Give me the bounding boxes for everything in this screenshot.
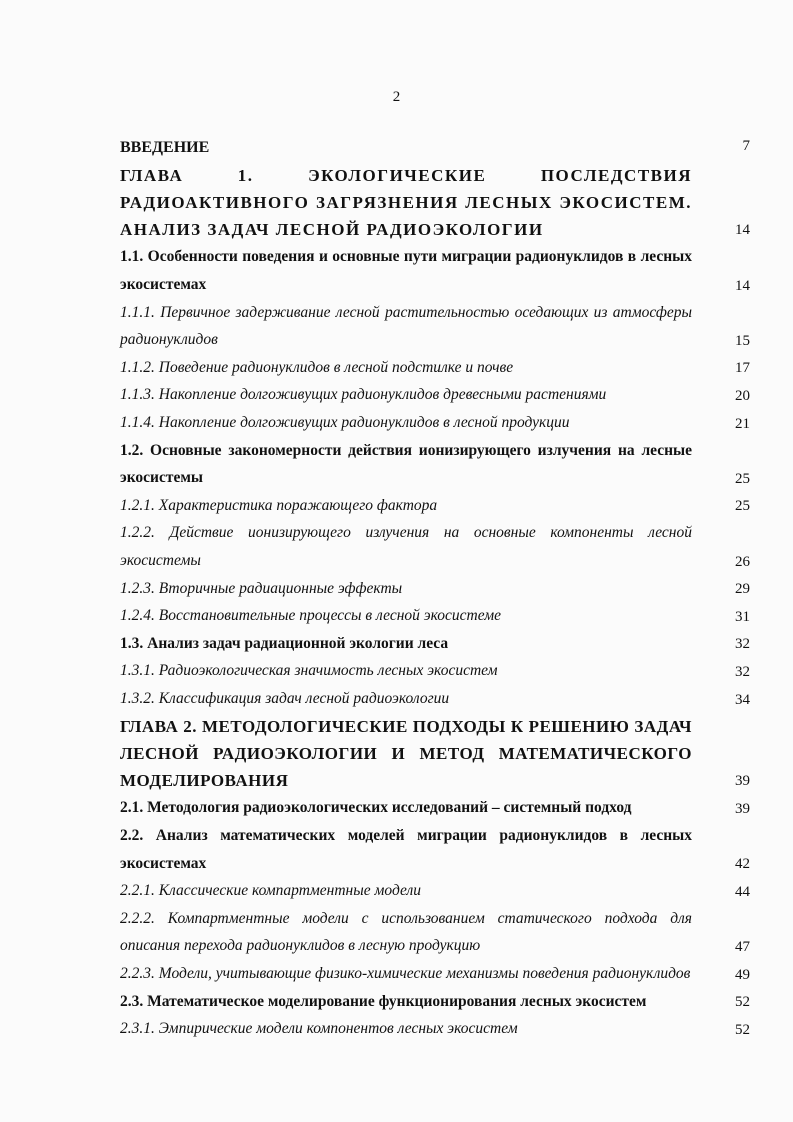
toc-entry-page: 39 [735,801,750,818]
toc-entry-title: 1.1.3. Накопление долгоживущих радионуклидов древесными растениями [120,386,607,404]
toc-entry-page: 44 [735,883,750,900]
toc-entry [120,437,750,492]
toc-entry-title: ГЛАВА 2. МЕТОДОЛОГИЧЕСКИЕ ПОДХОДЫ К РЕШЕНИЮ ЗАДАЧ ЛЕСНОЙ РАДИОЭКОЛОГИИ И МЕТОД МАТЕМАТИЧЕСКОГО МОДЕЛИРОВАНИЯ [120,716,692,791]
toc-entry [120,409,750,437]
toc-entry [120,381,750,409]
toc-entry-title: ГЛАВА 1. ЭКОЛОГИЧЕСКИЕ ПОСЛЕДСТВИЯ РАДИОАКТИВНОГО ЗАГРЯЗНЕНИЯ ЛЕСНЫХ ЭКОСИСТЕМ. АНАЛИЗ ЗАДАЧ ЛЕСНОЙ РАДИОЭКОЛОГИИ [120,165,692,240]
toc-entry [120,877,750,905]
toc-entry-title: 2.2.1. Классические компартментные модели [120,882,421,900]
toc-entry [120,575,750,603]
toc-entry [120,519,750,574]
toc-entry-title: 2.3. Математическое моделирование функционирования лесных экосистем [120,992,647,1010]
toc-entry [120,134,750,162]
toc-entry-title: 1.1.1. Первичное задерживание лесной растительностью оседающих из атмосферы радионуклидов [120,303,692,349]
toc-entry-title: 2.1. Методология радиоэкологических исследований – системный подход [120,799,632,817]
toc-entry-title: 1.2. Основные закономерности действия ионизирующего излучения на лесные экосистемы [120,441,692,487]
toc-entry-title: 1.1.2. Поведение радионуклидов в лесной подстилке и почве [120,358,514,376]
toc-entry-title: 2.2.2. Компартментные модели с использованием статического подхода для описания перехода радионуклидов в лесную продукцию [120,909,692,955]
toc-entry-page: 39 [735,773,750,790]
toc-entry-title: 1.2.2. Действие ионизирующего излучения на основные компоненты лесной экосистемы [120,524,692,570]
toc-entry [120,960,750,988]
toc-entry-title: ВВЕДЕНИЕ [120,139,210,156]
toc-entry [120,794,750,822]
toc-entry [120,162,750,244]
toc-entry-title: 1.2.1. Характеристика поражающего фактора [120,496,438,514]
toc-entry-title: 1.2.3. Вторичные радиационные эффекты [120,579,403,597]
toc-entry-page: 17 [735,360,750,377]
toc-entry-page: 25 [735,470,750,487]
toc-entry-page: 15 [735,332,750,349]
toc-entry-page: 42 [735,856,750,873]
toc-entry-title: 1.2.4. Восстановительные процессы в лесной экосистеме [120,607,501,625]
toc-entry-title: 1.3.2. Классификация задач лесной радиоэкологии [120,689,450,707]
toc-entry [120,657,750,685]
toc-entry-title: 1.1.4. Накопление долгоживущих радионуклидов в лесной продукции [120,414,570,432]
toc-entry-page: 14 [735,222,750,239]
toc-entry-page: 31 [735,608,750,625]
toc-entry [120,354,750,382]
toc-entry-page: 29 [735,581,750,598]
toc-entry-page: 52 [735,994,750,1011]
toc-entry-page: 26 [735,553,750,570]
toc-entry-title: 2.3.1. Эмпирические модели компонентов лесных экосистем [120,1020,518,1038]
toc-entry-page: 32 [735,636,750,653]
toc-entry [120,988,750,1016]
toc-entry-page: 20 [735,388,750,405]
toc-entry-page: 32 [735,663,750,680]
toc-entry [120,630,750,658]
toc-entry-title: 1.3.1. Радиоэкологическая значимость лесных экосистем [120,662,498,680]
toc-entry-page: 25 [735,498,750,515]
toc-entry [120,713,750,795]
toc-entry-page: 21 [735,415,750,432]
toc-entry [120,299,750,354]
toc-entry [120,602,750,630]
toc-entry [120,822,750,877]
toc-entry [120,1015,750,1043]
toc-entry-page: 7 [742,138,750,154]
toc-entry-page: 52 [735,1021,750,1038]
page-number: 2 [392,89,401,105]
toc-entry [120,905,750,960]
table-of-contents [120,134,750,1043]
toc-entry [120,492,750,520]
toc-entry-page: 47 [735,939,750,956]
toc-entry-page: 34 [735,691,750,708]
toc-entry [120,685,750,713]
toc-entry-page: 49 [735,966,750,983]
toc-entry-title: 2.2.3. Модели, учитывающие физико-химические механизмы поведения радионуклидов [120,965,691,983]
toc-entry-page: 14 [735,277,750,294]
toc-entry [120,243,750,298]
toc-entry-title: 1.3. Анализ задач радиационной экологии леса [120,634,449,652]
toc-entry-title: 2.2. Анализ математических моделей миграции радионуклидов в лесных экосистемах [120,827,692,872]
toc-entry-title: 1.1. Особенности поведения и основные пути миграции радионуклидов в лесных экосистемах [120,248,692,294]
